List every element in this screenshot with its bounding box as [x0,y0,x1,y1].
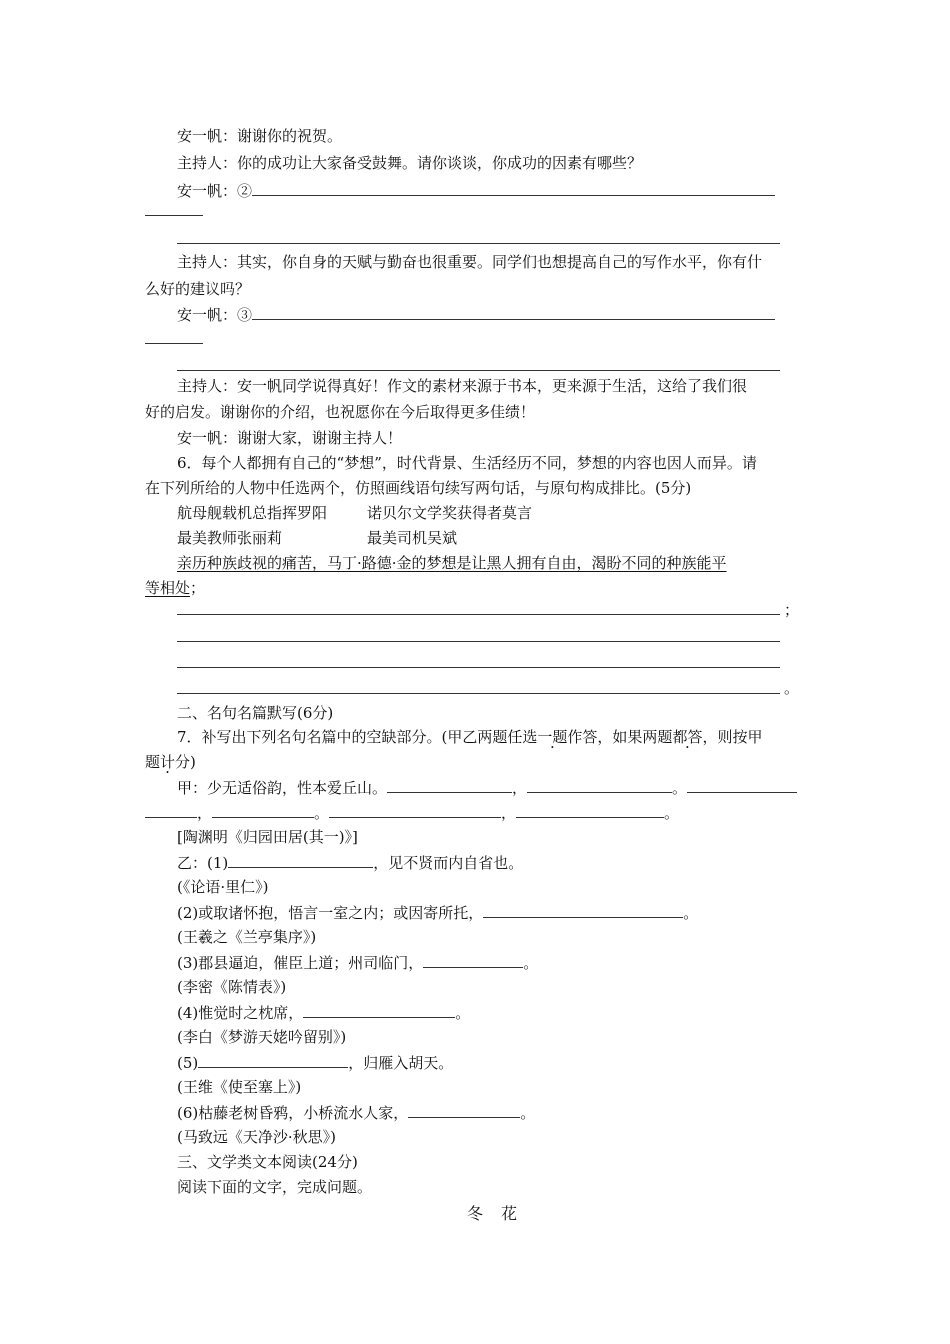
dialog-line-anyifan-4: 安一帆：谢谢大家，谢谢主持人！ [177,429,403,447]
section-2-heading: 二、名句名篇默写(6分) [177,704,334,722]
q6-answer-line-1[interactable] [177,614,780,615]
yi-source-5: (王维《使至塞上》) [177,1078,302,1096]
q6-example-line2 [145,578,205,598]
yi-blank-1[interactable] [228,852,373,868]
answer-blank-3-line2[interactable] [177,370,780,371]
q6-example-underlined-end: 等相处 [145,579,191,597]
passage-title: 冬花 [467,1204,536,1223]
jia-blank-6[interactable] [516,802,664,818]
yi-3-text: (3)郡县逼迫，催臣上道；州司临门， [177,954,424,972]
jia-source: [陶渊明《归园田居(其一)》] [177,828,358,846]
yi-4-text: (4)惟觉时之枕席， [177,1004,304,1022]
q6-answer-period: 。 [784,679,800,697]
yi-source-4: (李白《梦游天姥吟留别》) [177,1028,347,1046]
dialog-line-anyifan-1: 安一帆：谢谢你的祝贺。 [177,127,343,145]
yi-6-text: (6)枯藤老树昏鸦，小桥流水人家， [177,1104,409,1122]
dialog-line-host-3a: 主持人：安一帆同学说得真好！作文的素材来源于书本，更来源于生活，这给了我们很 [177,377,748,395]
yi-item-2 [177,902,698,923]
jia-blank-3b[interactable] [145,802,197,818]
dialog-line-anyifan-3 [177,304,775,325]
answer-blank-3-cont[interactable] [145,343,203,344]
yi-source-1: (《论语·里仁》) [177,878,269,896]
q7-emphasis-1: 任选一题作答 · [507,728,597,746]
yi-2-stop: 。 [683,904,699,922]
answer-blank-2-cont[interactable] [145,215,203,216]
yi-6-stop: 。 [520,1104,536,1122]
jia-blank-2[interactable] [527,777,672,793]
q7-text-c: ，则按甲 [702,728,763,746]
q6-person-2: 诺贝尔文学奖获得者莫言 [367,504,533,522]
jia-line-2 [145,802,679,823]
q7-text-d: ) [190,753,196,771]
jia-blank-4[interactable] [212,802,314,818]
yi-1-text: ，见不贤而内自省也。 [373,854,524,872]
yi-5-text: ，归雁入胡天。 [348,1054,454,1072]
q6-person-4: 最美司机吴斌 [367,529,458,547]
yi-blank-3[interactable] [423,952,523,968]
answer-blank-3[interactable] [252,304,775,320]
yi-source-3: (李密《陈情表》) [177,978,287,996]
yi-2-text: (2)或取诸怀抱，悟言一室之内；或因寄所托， [177,904,484,922]
yi-5-label: (5) [177,1054,199,1072]
yi-1-label: 乙：(1) [177,854,229,872]
jia-comma-1: ， [512,779,528,797]
yi-blank-4[interactable] [303,1002,455,1018]
q6-example-semicolon: ； [190,579,206,597]
jia-comma-3: ， [501,804,517,822]
yi-item-6 [177,1102,535,1123]
jia-stop-2: 。 [314,804,330,822]
yi-item-5 [177,1052,453,1073]
q7-text-b: ，如果两题 [597,728,673,746]
section-3-heading: 三、文学类文本阅读(24分) [177,1153,358,1171]
answer-label-3: 安一帆：③ [177,306,253,324]
q6-prompt-line2: 在下列所给的人物中任选两个，仿照画线语句续写两句话，与原句构成排比。(5分) [145,479,692,497]
q7-prompt-line2 [145,752,196,772]
yi-blank-6[interactable] [408,1102,520,1118]
dialog-line-host-1: 主持人：你的成功让大家备受鼓舞。请你谈谈，你成功的因素有哪些？ [177,154,643,172]
yi-blank-5[interactable] [198,1052,348,1068]
dialog-line-anyifan-2 [177,180,775,201]
jia-line-1 [177,777,797,798]
dialog-line-host-2a: 主持人：其实，你自身的天赋与勤奋也很重要。同学们也想提高自己的写作水平，你有什 [177,253,763,271]
yi-3-stop: 。 [523,954,539,972]
q6-answer-line-4[interactable] [177,693,780,694]
q6-person-3: 最美教师张丽莉 [177,529,283,547]
dialog-line-host-3b: 好的启发。谢谢你的介绍，也祝愿你在今后取得更多佳绩！ [145,403,536,421]
jia-blank-1[interactable] [387,777,512,793]
q6-person-1: 航母舰载机总指挥罗阳 [177,504,328,522]
q7-emphasis-3: 题计分 [145,753,191,771]
q6-prompt-line1: 6．每个人都拥有自己的“梦想”，时代背景、生活经历不同，梦想的内容也因人而异。请 [177,454,757,472]
jia-blank-3a[interactable] [687,777,797,793]
q7-emphasis-2: 都答 [672,728,703,746]
q7-prompt-line1 [177,727,762,747]
jia-given-text: 甲：少无适俗韵，性本爱丘山。 [177,779,388,797]
q6-example-line1: 亲历种族歧视的痛苦，马丁·路德·金的梦想是让黑人拥有自由，渴盼不同的种族能平 [177,554,727,572]
reading-instruction: 阅读下面的文字，完成问题。 [177,1178,373,1196]
yi-4-stop: 。 [455,1004,471,1022]
dialog-line-host-2b: 么好的建议吗？ [145,280,251,298]
yi-item-3 [177,952,538,973]
jia-stop-3: 。 [664,804,680,822]
answer-blank-2[interactable] [252,180,775,196]
q6-answer-line-2[interactable] [177,641,780,642]
q7-text-a: 7．补写出下列名句名篇中的空缺部分。(甲乙两题 [177,728,508,746]
yi-item-4 [177,1002,470,1023]
q6-answer-semicolon: ； [784,601,800,619]
q6-answer-line-3[interactable] [177,667,780,668]
answer-label-2: 安一帆：② [177,182,253,200]
yi-source-6: (马致远《天净沙·秋思》) [177,1128,336,1146]
jia-blank-5[interactable] [329,802,501,818]
yi-source-2: (王羲之《兰亭集序》) [177,928,317,946]
jia-comma-2: ， [197,804,213,822]
jia-stop-1: 。 [672,779,688,797]
yi-blank-2[interactable] [483,902,683,918]
yi-item-1 [177,852,523,873]
answer-blank-2-line2[interactable] [177,243,780,244]
